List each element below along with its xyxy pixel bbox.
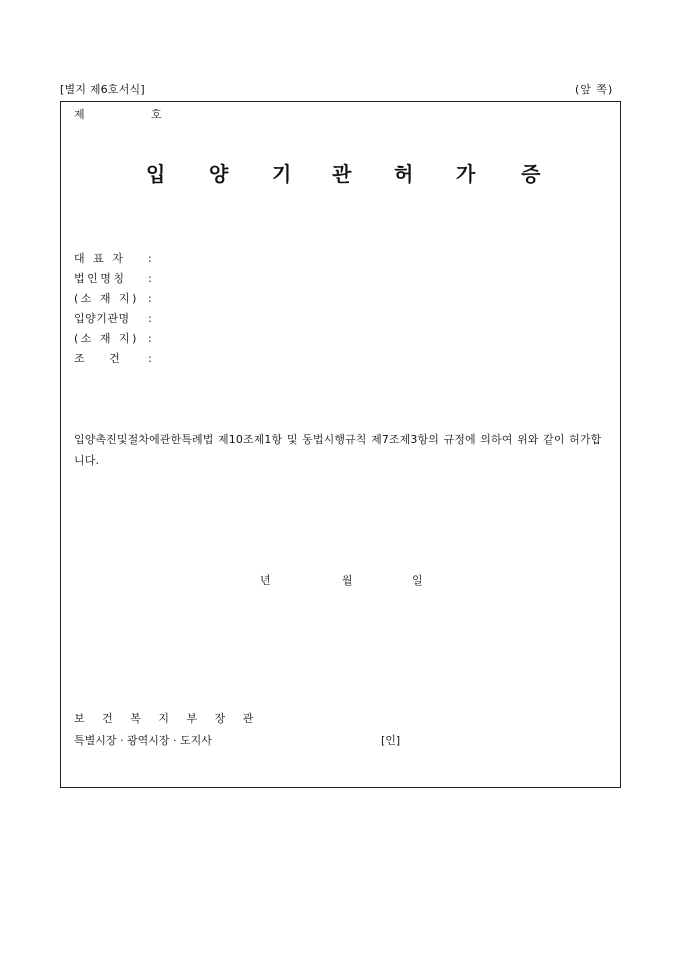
field-label: (소 재 지) (74, 292, 139, 305)
field-label: 법인명칭 (74, 272, 127, 285)
certificate-number-line (74, 106, 162, 122)
title-char: 관 (332, 162, 352, 186)
number-suffix: 호 (151, 108, 162, 121)
issuer-governors: 특별시장 · 광역시장 · 도지사 (74, 734, 212, 747)
field-list (74, 249, 234, 369)
field-colon: : (148, 252, 152, 265)
title-char: 가 (456, 162, 476, 186)
title-char: 증 (521, 162, 541, 186)
title-char: 입 (146, 162, 166, 186)
seal-mark: [인] (381, 734, 401, 747)
certificate-frame (60, 101, 621, 788)
document-title (61, 158, 620, 186)
field-agency-name (74, 309, 234, 329)
field-label: 조 건 (74, 352, 120, 365)
field-label: 입양기관명 (74, 312, 130, 325)
field-colon: : (148, 272, 152, 285)
field-representative (74, 249, 234, 269)
field-agency-address (74, 329, 234, 349)
field-colon: : (148, 292, 152, 305)
number-prefix: 제 (74, 108, 85, 121)
title-char: 양 (209, 162, 229, 186)
date-day: 일 (412, 574, 423, 587)
permission-statement: 입양촉진및절차에관한특례법 제10조제1항 및 동법시행규칙 제7조제3항의 규정에 의하여 위와 같이 허가합니다. (74, 433, 602, 467)
title-char: 허 (394, 162, 414, 186)
field-label: 대 표 자 (74, 252, 126, 265)
field-corporation-name (74, 269, 234, 289)
form-number: [별지 제6호서식] (60, 83, 145, 96)
field-label: (소 재 지) (74, 332, 139, 345)
title-char: 기 (272, 162, 292, 186)
page-side-label: (앞 쪽) (575, 83, 614, 96)
field-corporation-address (74, 289, 234, 309)
field-colon: : (148, 332, 152, 345)
issuer-minister: 보 건 복 지 부 장 관 (74, 712, 261, 725)
date-month: 월 (342, 574, 353, 587)
field-colon: : (148, 352, 152, 365)
date-year: 년 (260, 574, 271, 587)
field-colon: : (148, 312, 152, 325)
field-conditions (74, 349, 234, 369)
